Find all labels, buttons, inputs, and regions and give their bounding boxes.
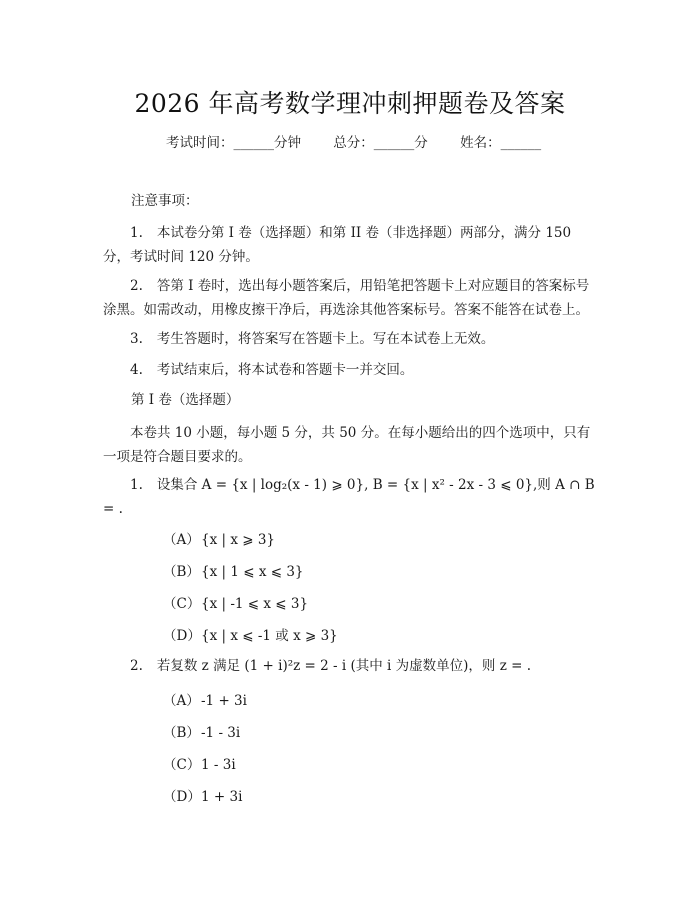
page-title: 2026 年高考数学理冲刺押题卷及答案 <box>134 89 566 118</box>
section-intro-text: 本卷共 10 小题，每小题 5 分，共 50 分。在每小题给出的四个选项中，只有一项是符合题目要求的。 <box>103 425 591 465</box>
option-text: {x | x ⩽ -1 或 x ⩾ 3} <box>201 628 338 644</box>
notice-item-1 <box>103 221 598 269</box>
option-text: {x | 1 ⩽ x ⩽ 3} <box>201 564 304 580</box>
option-text: {x | -1 ⩽ x ⩽ 3} <box>201 596 309 612</box>
option-text: -1 - 3i <box>201 725 241 741</box>
question-1-option-d <box>163 624 338 644</box>
option-label: （B） <box>163 564 200 580</box>
question-2 <box>103 654 598 678</box>
question-1-option-b <box>163 560 304 580</box>
notice-item-number: 1. <box>130 225 143 241</box>
question-1 <box>103 473 598 521</box>
question-1-option-c <box>163 592 308 612</box>
option-label: （A） <box>163 693 200 709</box>
question-2-option-d <box>163 785 242 805</box>
notice-item-4 <box>103 358 598 382</box>
total-score-field: 总分：______分 <box>333 135 428 151</box>
option-text: {x | x ⩾ 3} <box>201 532 276 548</box>
notice-heading: 注意事项： <box>131 193 199 209</box>
question-2-option-c <box>163 753 236 773</box>
exam-time-field: 考试时间：______分钟 <box>166 135 301 151</box>
notice-item-3 <box>103 327 598 351</box>
notice-item-text: 本试卷分第 I 卷（选择题）和第 II 卷（非选择题）两部分，满分 150 分，考试时间 120 分钟。 <box>103 225 572 265</box>
notice-item-text: 答第 I 卷时，选出每小题答案后，用铅笔把答题卡上对应题目的答案标号涂黑。如需改动，用橡皮擦干净后，再选涂其他答案标号。答案不能答在试卷上。 <box>103 278 590 318</box>
notice-item-2 <box>103 274 598 322</box>
option-label: （D） <box>163 628 201 644</box>
option-text: -1 + 3i <box>201 693 247 709</box>
question-stem: 设集合 A = {x | log₂(x - 1) ⩾ 0}, B = {x | x² - 2x - 3 ⩽ 0},则 A ∩ B = . <box>103 477 595 517</box>
option-text: 1 - 3i <box>201 757 236 773</box>
option-label: （D） <box>163 789 201 805</box>
question-2-option-b <box>163 721 240 741</box>
question-number: 1. <box>130 477 143 493</box>
question-number: 2. <box>130 658 143 674</box>
option-label: （B） <box>163 725 200 741</box>
option-label: （C） <box>163 757 201 773</box>
section-heading: 第 I 卷（选择题） <box>131 392 240 408</box>
notice-item-number: 2. <box>130 278 143 294</box>
name-field: 姓名：______ <box>460 135 542 151</box>
option-text: 1 + 3i <box>201 789 243 805</box>
notice-item-text: 考生答题时，将答案写在答题卡上。写在本试卷上无效。 <box>156 331 495 347</box>
question-stem: 若复数 z 满足 (1 + i)²z = 2 - i (其中 i 为虚数单位)，则 z = . <box>156 658 531 674</box>
section-intro <box>103 421 598 469</box>
notice-item-number: 3. <box>130 331 143 347</box>
notice-item-number: 4. <box>130 362 143 378</box>
question-2-option-a <box>163 689 247 709</box>
option-label: （A） <box>163 532 200 548</box>
question-1-option-a <box>163 528 275 548</box>
option-label: （C） <box>163 596 201 612</box>
exam-info-line <box>166 131 569 151</box>
notice-item-text: 考试结束后，将本试卷和答题卡一并交回。 <box>156 362 414 378</box>
